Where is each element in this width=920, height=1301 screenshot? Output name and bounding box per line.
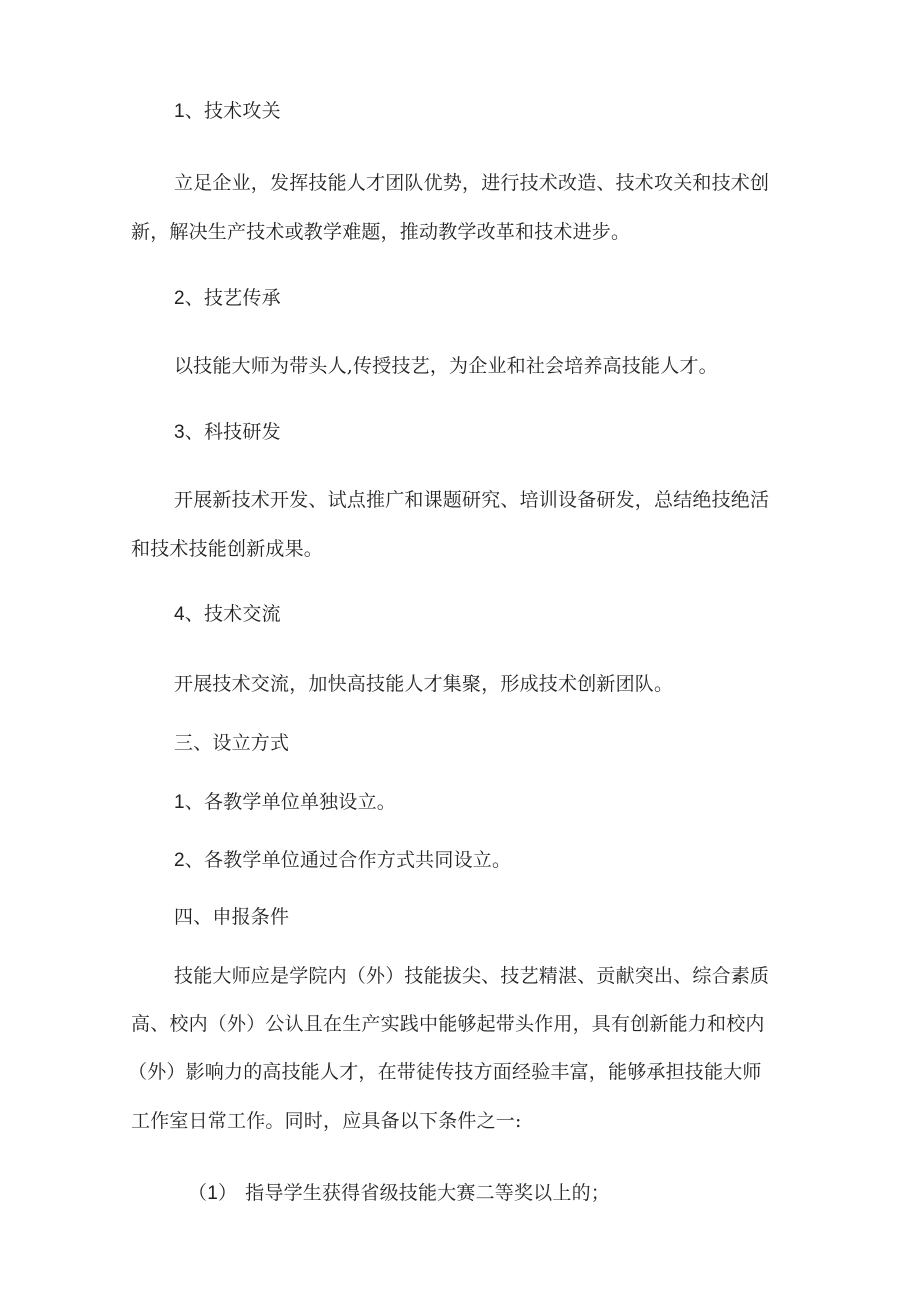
- list-item-text: 、各教学单位通过合作方式共同设立。: [184, 849, 512, 871]
- paragraph-line: 技能大师应是学院内（外）技能拔尖、技艺精湛、贡献突出、综合素质: [174, 965, 770, 987]
- condition-number: （1）: [188, 1183, 238, 1204]
- paragraph-line: 工作室日常工作。同时，应具备以下条件之一:: [131, 1110, 522, 1132]
- paragraph-line: 和技术技能创新成果。: [131, 538, 324, 560]
- section-heading-requirements: 四、申报条件: [174, 906, 290, 928]
- paragraph-line: 立足企业，发挥技能人才团队优势，进行技术改造、技术攻关和技术创: [174, 172, 770, 194]
- heading-skill-inheritance: [174, 286, 281, 311]
- heading-title: 、技艺传承: [184, 287, 281, 309]
- paragraph-line: 新，解决生产技术或教学难题，推动教学改革和技术进步。: [131, 221, 631, 243]
- list-item: [174, 790, 396, 815]
- heading-number: 4: [174, 604, 185, 625]
- heading-title: 、科技研发: [184, 421, 281, 443]
- list-item-text: 、各教学单位单独设立。: [184, 791, 396, 813]
- heading-technical-exchange: [174, 602, 281, 627]
- paragraph-line: 开展新技术开发、试点推广和课题研究、培训设备研发，总结绝技绝活: [174, 489, 770, 511]
- paragraph-line: 高、校内（外）公认且在生产实践中能够起带头作用，具有创新能力和校内: [131, 1013, 765, 1035]
- heading-rnd: [174, 420, 281, 445]
- condition-item: [188, 1181, 610, 1206]
- section-heading-establishment: 三、设立方式: [174, 732, 290, 754]
- heading-number: 2: [174, 288, 185, 309]
- heading-title: 、技术攻关: [184, 100, 281, 122]
- paragraph-line: （外）影响力的高技能人才，在带徒传技方面经验丰富，能够承担技能大师: [128, 1061, 762, 1083]
- heading-technical-breakthrough: [174, 99, 281, 124]
- heading-number: 3: [174, 422, 185, 443]
- heading-title: 、技术交流: [184, 603, 281, 625]
- heading-number: 1: [174, 101, 185, 122]
- paragraph-line: 开展技术交流，加快高技能人才集聚，形成技术创新团队。: [174, 673, 674, 695]
- list-item: [174, 848, 511, 873]
- paragraph-line: 以技能大师为带头人,传授技艺，为企业和社会培养高技能人才。: [174, 355, 718, 377]
- condition-text: 指导学生获得省级技能大赛二等奖以上的；: [245, 1182, 610, 1204]
- list-item-number: 1: [174, 792, 185, 813]
- list-item-number: 2: [174, 850, 185, 871]
